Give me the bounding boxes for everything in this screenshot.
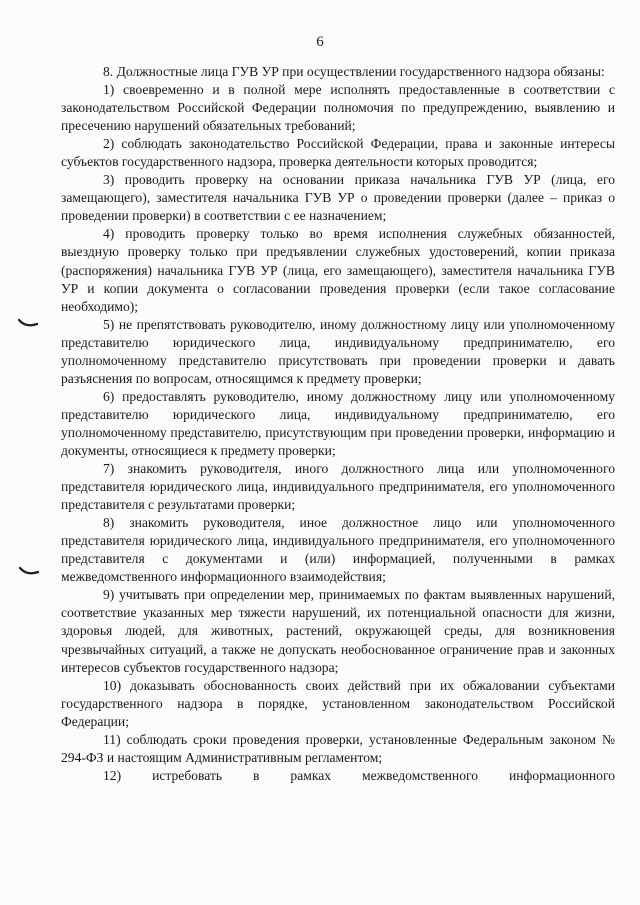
paragraph-item-3: 3) проводить проверку на основании приказа начальника ГУВ УР (лица, его замещающего), заместителя начальника ГУВ УР о проведении проверки (далее – приказ о проведении проверки) в соответствии с ее назначением;: [61, 172, 615, 224]
punch-hole-mark-bottom: [19, 566, 39, 576]
paragraph-item-12: 12) истребовать в рамках межведомственного информационного: [103, 767, 615, 783]
paragraph-item-4: 4) проводить проверку только во время исполнения служебных обязанностей, выездную проверку только при предъявлении служебных удостоверений, копии приказа (распоряжения) начальника ГУВ УР (лица, его замещающего), заместителя начальника ГУВ УР и копии документа о согласовании проведения проверки (если такое согласование необходимо);: [61, 226, 615, 314]
paragraph-item-10: 10) доказывать обоснованность своих действий при их обжаловании субъектами государственного надзора в порядке, установленном законодательством Российской Федерации;: [61, 677, 615, 729]
paragraph-item-11: 11) соблюдать сроки проведения проверки, установленные Федеральным законом № 294-ФЗ и настоящим Административным регламентом;: [61, 731, 615, 765]
paragraph-item-8: 8) знакомить руководителя, иное должностное лицо или уполномоченного представителя юридического лица, индивидуального предпринимателя, его уполномоченного представителя с документами и (или) информацией, полученными в рамках межведомственного информационного взаимодействия;: [61, 515, 615, 585]
paragraph-item-5: 5) не препятствовать руководителю, иному должностному лицу или уполномоченному представителю юридического лица, индивидуальному предпринимателю, его уполномоченному представителю присутствовать при проведении проверки и давать разъяснения по вопросам, относящимся к предмету проверки;: [61, 316, 615, 386]
document-body: [61, 63, 615, 785]
paragraph-item-2: 2) соблюдать законодательство Российской Федерации, права и законные интересы субъектов государственного надзора, проверка деятельности которых проводится;: [61, 136, 615, 170]
page-number: 6: [316, 34, 324, 50]
paragraph-item-9: 9) учитывать при определении мер, принимаемых по фактам выявленных нарушений, соответствие указанных мер тяжести нарушений, их потенциальной опасности для жизни, здоровья людей, для животных, растений, окружающей среды, для возникновения чрезвычайных ситуаций, а также не допускать необоснованное ограничение прав и законных интересов субъектов государственного надзора;: [61, 587, 615, 675]
paragraph-item-7: 7) знакомить руководителя, иного должностного лица или уполномоченного представителя юридического лица, индивидуального предпринимателя, его уполномоченного представителя с результатами проверки;: [61, 461, 615, 513]
paragraph-item-6: 6) предоставлять руководителю, иному должностному лицу или уполномоченному представителю юридического лица, индивидуальному предпринимателю, его уполномоченному представителю, присутствующим при проведении проверки, информацию и документы, относящиеся к предмету проверки;: [61, 388, 615, 458]
punch-hole-mark-top: [18, 318, 38, 328]
paragraph-item-1: 1) своевременно и в полной мере исполнять предоставленные в соответствии с законодательством Российской Федерации полномочия по предупреждению, выявлению и пресечению нарушений обязательных требований;: [61, 82, 615, 134]
paragraph-8-intro: 8. Должностные лица ГУВ УР при осуществлении государственного надзора обязаны:: [103, 64, 605, 79]
